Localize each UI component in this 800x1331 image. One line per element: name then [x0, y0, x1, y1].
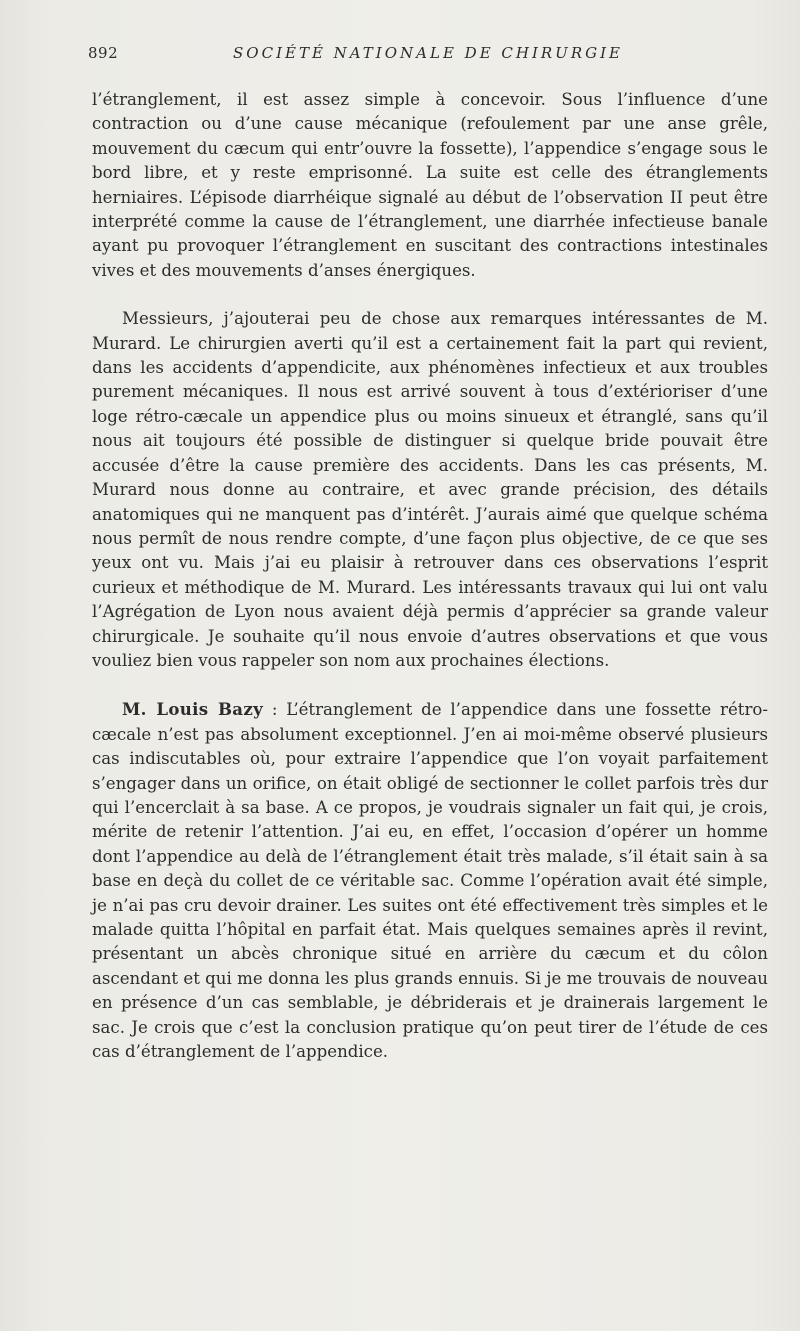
- paragraph-commentary: Messieurs, j’ajouterai peu de chose aux remarques intéressantes de M. Murard. Le chirurgien averti qu’il est a certainement fait la part qui revient, dans les accidents d’appendicite, aux phénomènes infectieux et aux troubles purement mécaniques. Il nous est arrivé souvent à tous d’extérioriser d’une loge rétro-cæcale un appendice plus ou moins sinueux et étranglé, sans qu’il nous ait toujours été possible de distinguer si quelque bride pouvait être accusée d’être la cause première des accidents. Dans les cas présents, M. Murard nous donne au contraire, et avec grande précision, des détails anatomiques qui ne manquent pas d’intérêt. J’aurais aimé que quelque schéma nous permît de nous rendre compte, d’une façon plus objective, de ce que ses yeux ont vu. Mais j’ai eu plaisir à retrouver dans ces observations l’esprit curieux et méthodique de M. Murard. Les intéressants travaux qui lui ont valu l’Agrégation de Lyon nous avaient déjà permis d’apprécier sa grande valeur chirurgicale. Je souhaite qu’il nous envoie d’autres observations et que vous vouliez bien vous rappeler son nom aux prochaines élections.: [92, 309, 768, 670]
- page-header: [88, 44, 768, 66]
- paragraph-text: : L’étranglement de l’appendice dans une fossette rétro-cæcale n’est pas absolument exceptionnel. J’en ai moi-même observé plusieurs cas indiscutables où, pour extraire l’appendice que l’on voyait parfaitement s’engager dans un orifice, on était obligé de sectionner le collet parfois très dur qui l’encerclait à sa base. A ce propos, je voudrais signaler un fait qui, je crois, mérite de retenir l’attention. J’ai eu, en effet, l’occasion d’opérer un homme dont l’appendice au delà de l’étranglement était très malade, s’il était sain à sa base en deçà du collet de ce véritable sac. Comme l’opération avait été simple, je n’ai pas cru devoir drainer. Les suites ont été effectivement très simples et le malade quitta l’hôpital en parfait état. Mais quelques semaines après il revint, présentant un abcès chronique situé en arrière du cæcum et du côlon ascendant et qui me donna les plus grands ennuis. Si je me trouvais de nouveau en présence d’un cas semblable, je débriderais et je drainerais largement le sac. Je crois que c’est la conclusion pratique qu’on peut tirer de l’étude de ces cas d’étranglement de l’appendice.: [92, 700, 768, 1062]
- body-text: [92, 88, 768, 1064]
- running-title: SOCIÉTÉ NATIONALE DE CHIRURGIE: [233, 44, 623, 62]
- speaker-name: M. Louis Bazy: [122, 699, 264, 720]
- paragraph-continuation: l’étranglement, il est assez simple à concevoir. Sous l’influence d’une contraction ou d’une cause mécanique (refoulement par une anse grêle, mouvement du cæcum qui entr’ouvre la fossette), l’appendice s’engage sous le bord libre, et y reste emprisonné. La suite est celle des étranglements herniaires. L’épisode diarrhéique signalé au début de l’observation II peut être interprété comme la cause de l’étranglement, une diarrhée infectieuse banale ayant pu provoquer l’étranglement en suscitant des contractions intestinales vives et des mouvements d’anses énergiques.: [92, 90, 768, 280]
- paragraph-bazy-remarks: [92, 697, 768, 1064]
- page-number: 892: [88, 44, 119, 62]
